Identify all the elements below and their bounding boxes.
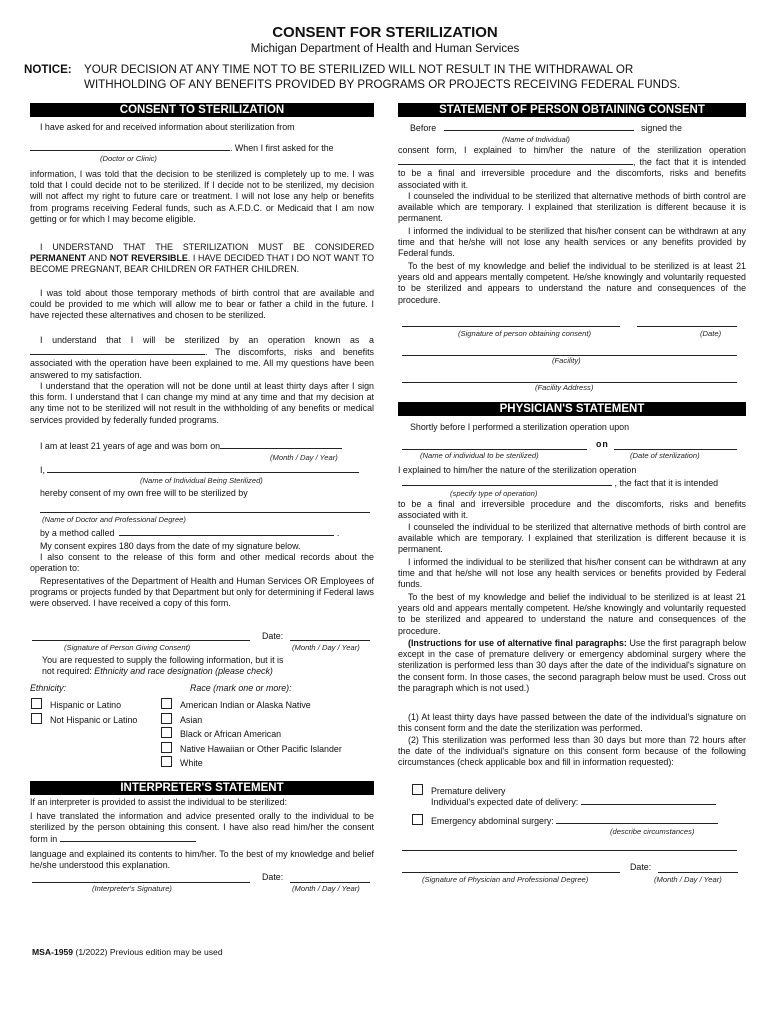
method-field[interactable] xyxy=(119,527,334,536)
consent-expires: My consent expires 180 days from the date of my signature below. xyxy=(40,541,301,551)
interpreter-date-field[interactable] xyxy=(290,882,370,883)
physician-date-field[interactable] xyxy=(658,872,738,873)
sterilization-date-caption: (Date of sterilization) xyxy=(630,451,700,460)
checkbox[interactable] xyxy=(161,727,172,738)
obtaining-paragraph-2: I counseled the individual to be sterilized that alternative methods of birth control are available which are temporary. I explained that sterilization is different because it is permanent. xyxy=(398,191,746,224)
race-american-indian[interactable] xyxy=(161,698,342,713)
checkbox[interactable] xyxy=(161,713,172,724)
physician-name-caption: (Name of individual to be sterilized) xyxy=(420,451,539,460)
race-asian[interactable] xyxy=(161,713,342,728)
obtaining-signature-field[interactable] xyxy=(402,326,620,327)
individual-name-field[interactable] xyxy=(47,464,359,473)
notice-line-1: YOUR DECISION AT ANY TIME NOT TO BE STERILIZED WILL NOT RESULT IN THE WITHDRAWAL OR xyxy=(84,63,634,76)
interpreter-signature-caption: (Interpreter's Signature) xyxy=(92,884,172,893)
consent-paragraph-3 xyxy=(30,242,374,276)
option-label: Asian xyxy=(180,714,203,725)
physician-paragraph-5: I informed the individual to be sterilized that his/her consent can be withdrawn at any time and that he/she will not lose any health services or benefits provided by Federal funds. xyxy=(398,557,746,590)
interpreter-signature-field[interactable] xyxy=(32,882,250,883)
checkbox[interactable] xyxy=(161,756,172,767)
dob-row xyxy=(30,440,384,452)
consent-signature-field[interactable] xyxy=(32,640,250,641)
doctor-clinic-field[interactable] xyxy=(30,142,230,151)
method-row xyxy=(30,527,384,539)
consent-paragraph-6: I understand that the operation will not be done until at least thirty days after I sign this form. I understand that I can change my mind at any time and that my decision at any time not to be sterilized will not result in the withholding of any benefits or medical services provided by federally funded programs. xyxy=(30,381,374,425)
expected-label: Individual's expected date of delivery: xyxy=(431,797,579,807)
physician-paragraph-6: To the best of my knowledge and belief the individual to be sterilized is at least 21 years old and appears mentally competent. He/she knowingly and voluntarily requested to be sterilized and appeared to understand the nature and consequences of the procedure. xyxy=(398,592,746,636)
individual-name-caption: (Name of Individual Being Sterilized) xyxy=(140,476,263,485)
physician-signature-field[interactable] xyxy=(402,872,620,873)
emergency-field[interactable] xyxy=(556,815,718,824)
obtaining-date-caption: (Date) xyxy=(700,329,722,338)
physician-date-label: Date: xyxy=(630,862,652,872)
physician-instructions xyxy=(398,638,746,694)
i-label: I, xyxy=(40,465,45,475)
p1-rest: , the fact that it is intended to be a final and irreversible procedure and the discomforts, risks and benefits associated with it. xyxy=(398,157,746,190)
facility-caption: (Facility) xyxy=(552,356,581,365)
describe-caption: (describe circumstances) xyxy=(610,827,695,836)
checkbox[interactable] xyxy=(412,814,423,825)
instructions-text: Use the first paragraph below except in the case of premature delivery or emergency abdominal surgery where the sterilization is performed less than 30 days after the date of the individual's signature on the consent form. In those cases, the second paragraph below must be used. Cross out the paragraph which is not used.) xyxy=(398,638,746,693)
expected-date-row xyxy=(431,796,716,808)
race-label: Race (mark one or more): xyxy=(190,683,292,693)
interpreter-date-label: Date: xyxy=(262,872,284,882)
consent-representatives: Representatives of the Department of Health and Human Services OR Employees of programs or projects funded by that Department but only for determining if Federal laws were observed. I have received a copy of this form. xyxy=(30,576,374,609)
checkbox[interactable] xyxy=(161,698,172,709)
doctor-degree-caption: (Name of Doctor and Professional Degree) xyxy=(42,515,186,524)
option-label: Black or African American xyxy=(180,729,282,739)
checkbox[interactable] xyxy=(31,698,42,709)
physician-option-1: (1) At least thirty days have passed between the date of the individual's signature on this consent form and the date the sterilization was performed. xyxy=(398,712,746,734)
p3-and: AND xyxy=(86,253,110,264)
ethnicity-label: Ethnicity: xyxy=(30,683,67,693)
not-reversible-bold: NOT REVERSIBLE xyxy=(109,253,188,264)
operation-field[interactable] xyxy=(30,346,205,355)
interpreter-text: I have translated the information and advice presented orally to the individual to be sterilized by the person obtaining this consent. I have also read him/her the consent form in xyxy=(30,811,374,845)
obtaining-name-caption: (Name of Individual) xyxy=(502,135,570,144)
interpreter-heading: INTERPRETER'S STATEMENT xyxy=(30,781,374,795)
physician-explained: I explained to him/her the nature of the sterilization operation xyxy=(398,465,637,475)
consent-signature-caption: (Signature of Person Giving Consent) xyxy=(64,643,191,652)
obtaining-paragraph-3: I informed the individual to be sterilized that his/her consent can be withdrawn at any time and that he/she will not lose any health services or any benefits provided by Federal funds. xyxy=(398,226,746,259)
supply-info-1: You are requested to supply the following information, but it is xyxy=(42,655,284,665)
sterilization-date-field[interactable] xyxy=(614,449,737,450)
expected-date-field[interactable] xyxy=(581,796,716,805)
interpreter-intro: If an interpreter is provided to assist the individual to be sterilized: xyxy=(30,797,288,807)
on-label: on xyxy=(596,439,609,449)
facility-address-caption: (Facility Address) xyxy=(535,383,594,392)
race-black[interactable] xyxy=(161,727,342,742)
consent-paragraph-2: information, I was told that the decision to be sterilized is completely up to me. I was told that I could decide not to be sterilized. If I decide not to be sterilized, my decision will not affect my right to future care or treatment. I will not lose any help or benefits from programs receiving Federal funds, such as A.F.D.C. or Medicaid that I am now getting or for which I may become eligible. xyxy=(30,169,374,224)
interpreter-date-caption: (Month / Day / Year) xyxy=(292,884,360,893)
before-label: Before xyxy=(410,123,437,133)
consent-paragraph-4: I was told about those temporary methods of birth control that are available and could be provided to me which will allow me to bear or father a child in the future. I have rejected these alternatives and chosen to be sterilized. xyxy=(30,288,374,321)
individual-name-row xyxy=(30,464,384,476)
physician-heading: PHYSICIAN'S STATEMENT xyxy=(398,402,746,416)
operation-type-row xyxy=(398,477,746,489)
instructions-bold: (Instructions for use of alternative final paragraphs: xyxy=(408,638,627,648)
race-options xyxy=(161,698,342,771)
p5-text: I understand that I will be sterilized by an operation known as a xyxy=(40,335,374,345)
doctor-degree-field[interactable] xyxy=(40,512,370,513)
p3-rest: . I HAVE DECIDED THAT I DO NOT WANT TO BECOME PREGNANT, BEAR CHILDREN OR FATHER CHILDREN. xyxy=(30,253,374,275)
footer-text: (1/2022) Previous edition may be used xyxy=(75,947,223,957)
race-white[interactable] xyxy=(161,756,342,771)
dob-caption: (Month / Day / Year) xyxy=(270,453,338,462)
intended-label: , the fact that it is intended xyxy=(614,478,719,488)
signed-label: signed the xyxy=(640,123,682,133)
supply-info-2 xyxy=(42,666,273,677)
p3-text: I UNDERSTAND THAT THE STERILIZATION MUST BE CONSIDERED xyxy=(40,242,374,252)
obtaining-heading: STATEMENT OF PERSON OBTAINING CONSENT xyxy=(398,103,746,117)
form-subtitle: Michigan Department of Health and Human Services xyxy=(250,43,520,55)
consent-date-label: Date: xyxy=(262,631,284,641)
ethnicity-options xyxy=(31,698,137,727)
emergency-label: Emergency abdominal surgery: xyxy=(431,816,554,826)
dob-field[interactable] xyxy=(220,440,342,449)
consent-intro-cont: . When I first asked for the xyxy=(230,143,334,153)
operation-type-field[interactable] xyxy=(402,477,612,486)
permanent-bold: PERMANENT xyxy=(30,253,87,264)
obtaining-paragraph-1 xyxy=(398,145,746,191)
dob-label: I am at least 21 years of age and was born on xyxy=(40,441,221,451)
p5-rest: . The discomforts, risks and benefits associated with the operation have been explained to me. All my questions have been answered to my satisfaction. xyxy=(30,347,374,380)
obtaining-paragraph-4: To the best of my knowledge and belief the individual to be sterilized is at least 21 years old and appears mentally competent. He/she knowingly and voluntarily requested to be sterilized and appears to understand the nature and consequences of the procedure. xyxy=(398,261,746,305)
form-title: CONSENT FOR STERILIZATION xyxy=(272,24,498,41)
physician-paragraph-3: to be a final and irreversible procedure and the discomforts, risks and benefits associated with it. xyxy=(398,499,746,521)
doctor-clinic-caption: (Doctor or Clinic) xyxy=(100,154,157,163)
p1-text: consent form, I explained to him/her the nature of the sterilization operation xyxy=(398,145,746,155)
checkbox[interactable] xyxy=(161,742,172,753)
option-label: Native Hawaiian or Other Pacific Islander xyxy=(180,743,342,754)
interpreter-paragraph xyxy=(30,811,374,846)
consent-release: I also consent to the release of this form and other medical records about the operation to: xyxy=(30,552,374,574)
ethnicity-hispanic[interactable] xyxy=(31,698,137,713)
obtaining-date-field[interactable] xyxy=(637,326,737,327)
race-native-hawaiian[interactable] xyxy=(161,742,342,757)
before-row xyxy=(398,122,746,134)
consent-free-will: hereby consent of my own free will to be sterilized by xyxy=(40,488,248,498)
physician-date-caption: (Month / Day / Year) xyxy=(654,875,722,884)
not-required: not required: xyxy=(42,666,95,676)
emergency-surgery-option[interactable] xyxy=(412,814,718,827)
notice-label: NOTICE: xyxy=(24,63,72,76)
option-label: Not Hispanic or Latino xyxy=(50,714,138,725)
method-period: . xyxy=(336,528,340,538)
consent-paragraph-5 xyxy=(30,335,374,381)
consent-doctor-row xyxy=(30,142,374,154)
checkbox[interactable] xyxy=(31,713,42,724)
consent-intro: I have asked for and received information about sterilization from xyxy=(40,122,295,132)
option-label: American Indian or Alaska Native xyxy=(180,700,311,710)
consent-date-caption: (Month / Day / Year) xyxy=(292,643,360,652)
race-designation: Ethnicity and race designation (please check) xyxy=(94,666,273,676)
form-id: MSA-1959 xyxy=(32,947,74,957)
obtaining-name-field[interactable] xyxy=(444,122,634,131)
physician-intro: Shortly before I performed a sterilization operation upon xyxy=(410,422,630,432)
method-label: by a method called xyxy=(40,528,115,538)
obtaining-operation-field[interactable] xyxy=(398,156,633,165)
consent-heading: CONSENT TO STERILIZATION xyxy=(30,103,374,117)
notice xyxy=(24,62,744,92)
circumstances-field[interactable] xyxy=(402,850,737,851)
interpreter-paragraph-2: language and explained its contents to him/her. To the best of my knowledge and belief he/she understood this explanation. xyxy=(30,849,374,871)
option-label: White xyxy=(180,758,203,768)
ethnicity-not-hispanic[interactable] xyxy=(31,713,137,728)
operation-type-caption: (specify type of operation) xyxy=(450,489,538,498)
option-label: Hispanic or Latino xyxy=(50,700,122,710)
consent-date-field[interactable] xyxy=(290,640,370,641)
physician-signature-caption: (Signature of Physician and Professional Degree) xyxy=(422,875,589,884)
footer xyxy=(32,947,223,957)
physician-name-field[interactable] xyxy=(402,449,587,450)
language-field[interactable] xyxy=(60,833,196,842)
checkbox[interactable] xyxy=(412,784,423,795)
physician-option-2: (2) This sterilization was performed less than 30 days but more than 72 hours after the date of the individual's signature on this consent form because of the following circumstances (check applicable box and fill in information requested): xyxy=(398,735,746,768)
physician-paragraph-4: I counseled the individual to be sterilized that alternative methods of birth control are available which are temporary. I explained that sterilization is different because it is permanent. xyxy=(398,522,746,555)
notice-line-2: WITHHOLDING OF ANY BENEFITS PROVIDED BY PROGRAMS OR PROJECTS RECEIVING FEDERAL FUNDS. xyxy=(84,78,681,91)
premature-label: Premature delivery xyxy=(431,786,506,796)
obtaining-signature-caption: (Signature of person obtaining consent) xyxy=(458,329,591,338)
